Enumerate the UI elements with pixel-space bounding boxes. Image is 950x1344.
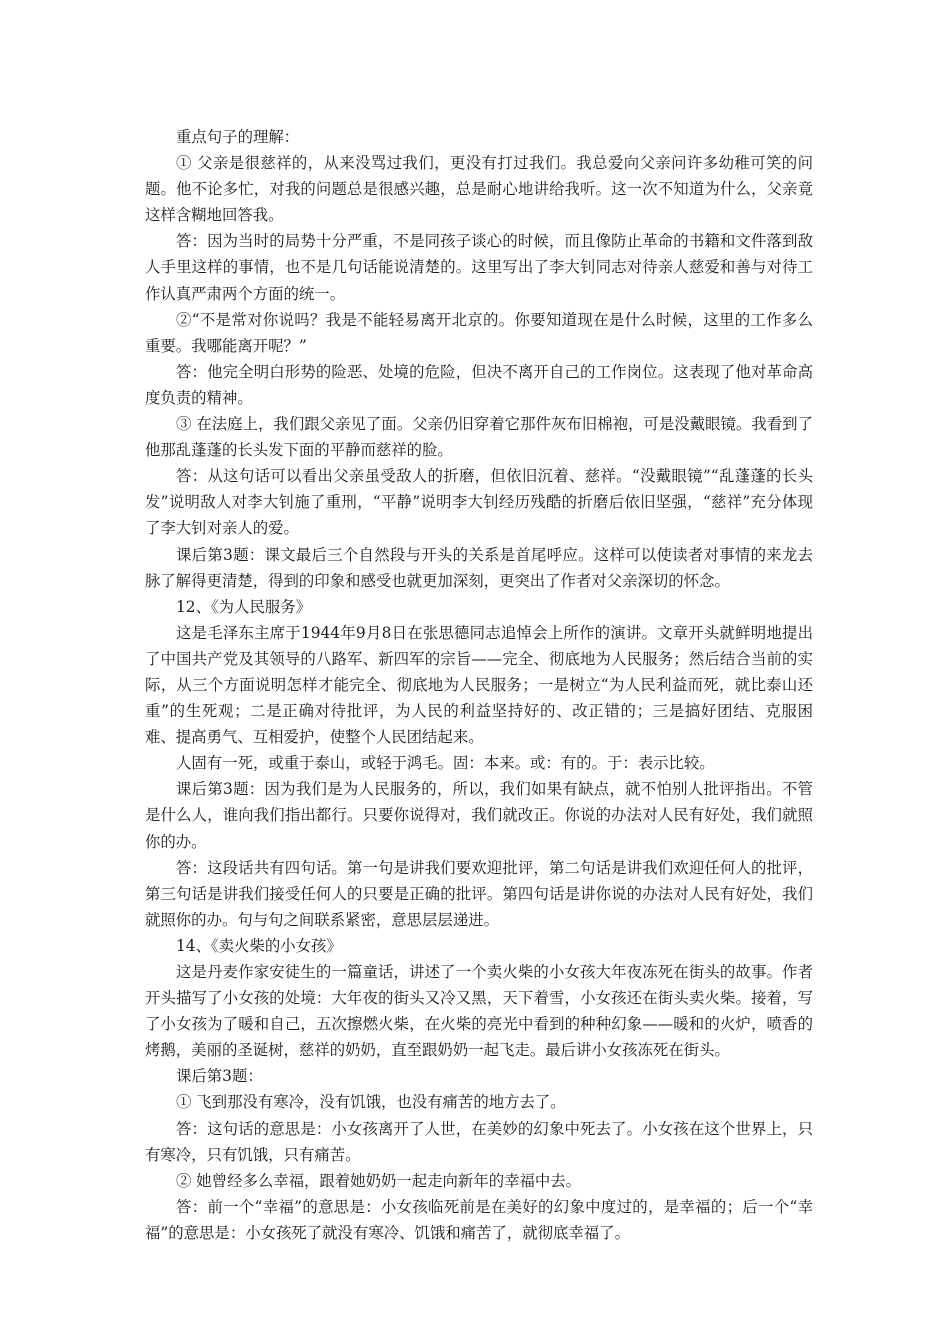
exercise-paragraph: 课后第3题：课文最后三个自然段与开头的关系是首尾呼应。这样可以使读者对事情的来龙去脉了解得更清楚，得到的印象和感受也就更加深刻，更突出了作者对父亲深切的怀念。	[145, 545, 813, 590]
summary-paragraph: 这是毛泽东主席于1944年9月8日在张思德同志追悼会上所作的演讲。文章开头就鲜明地提出了中国共产党及其领导的八路军、新四军的宗旨——完全、彻底地为人民服务；然后结合当前的实际，从三个方面说明怎样才能完全、彻底地为人民服务；一是树立“为人民利益而死，就比泰山还重”的生死观；二是正确对待批评，为人民的利益坚持好的、改正错的；三是搞好团结、克服困难、提高勇气、互相爱护，使整个人民团结起来。	[145, 623, 813, 747]
lesson-title: 12、《为人民服务》	[176, 597, 312, 616]
exercise-paragraph: 课后第3题：因为我们是为人民服务的，所以，我们如果有缺点，就不怕别人批评指出。不管是什么人，谁向我们指出都行。只要你说得对，我们就改正。你说的办法对人民有好处，我们就照你的办。	[145, 780, 813, 851]
answer-paragraph: 答：从这句话可以看出父亲虽受敌人的折磨，但依旧沉着、慈祥。“没戴眼镜”“乱蓬蓬的长头发”说明敌人对李大钊施了重刑，“平静”说明李大钊经历残酷的折磨后依旧坚强，“慈祥”充分体现了李大钊对亲人的爱。	[145, 467, 813, 538]
quote-paragraph: ②“不是常对你说吗？我是不能轻易离开北京的。你要知道现在是什么时候，这里的工作多么重要。我哪能离开呢？”	[145, 310, 813, 355]
summary-paragraph: 这是丹麦作家安徒生的一篇童话，讲述了一个卖火柴的小女孩大年夜冻死在街头的故事。作者开头描写了小女孩的处境：大年夜的街头又冷又黑，天下着雪，小女孩还在街头卖火柴。接着，写了小女孩为了暖和自己，五次擦燃火柴，在火柴的亮光中看到的种种幻象——暖和的火炉，喷香的烤鹅，美丽的圣诞树，慈祥的奶奶，直至跟奶奶一起飞走。最后讲小女孩冻死在街头。	[145, 963, 813, 1060]
quote-paragraph: ① 飞到那没有寒冷，没有饥饿，也没有痛苦的地方去了。	[176, 1093, 566, 1112]
answer-paragraph: 答：这句话的意思是：小女孩离开了人世，在美妙的幻象中死去了。小女孩在这个世界上，只有寒冷，只有饥饿，只有痛苦。	[145, 1119, 813, 1164]
quote-paragraph: ① 父亲是很慈祥的，从来没骂过我们，更没有打过我们。我总爱向父亲问许多幼稚可笑的问题。他不论多忙，对我的问题总是很感兴趣，总是耐心地讲给我听。这一次不知道为什么，父亲竟这样含糊地回答我。	[145, 154, 813, 225]
document-page	[145, 124, 813, 1246]
exercise-heading: 课后第3题：	[176, 1067, 263, 1086]
answer-paragraph: 答：他完全明白形势的险恶、处境的危险，但决不离开自己的工作岗位。这表现了他对革命高度负责的精神。	[145, 362, 813, 407]
quote-paragraph: ③ 在法庭上，我们跟父亲见了面。父亲仍旧穿着它那件灰布旧棉袍，可是没戴眼镜。我看到了他那乱蓬蓬的长头发下面的平静而慈祥的脸。	[145, 415, 813, 460]
answer-paragraph: 答：因为当时的局势十分严重，不是同孩子谈心的时候，而且像防止革命的书籍和文件落到敌人手里这样的事情，也不是几句话能说清楚的。这里写出了李大钊同志对待亲人慈爱和善与对待工作认真严肃两个方面的统一。	[145, 232, 813, 303]
answer-paragraph: 答：前一个“幸福”的意思是：小女孩临死前是在美好的幻象中度过的，是幸福的；后一个“幸福”的意思是：小女孩死了就没有寒冷、饥饿和痛苦了，就彻底幸福了。	[145, 1197, 813, 1242]
section-heading: 重点句子的理解：	[176, 128, 300, 146]
lesson-title: 14、《卖火柴的小女孩》	[176, 936, 342, 955]
quote-paragraph: ② 她曾经多么幸福，跟着她奶奶一起走向新年的幸福中去。	[176, 1171, 582, 1190]
answer-paragraph: 答：这段话共有四句话。第一句是讲我们要欢迎批评，第二句话是讲我们欢迎任何人的批评，第三句话是讲我们接受任何人的只要是正确的批评。第四句话是讲你说的办法对人民有好处，我们就照你的办。句与句之间联系紧密，意思层层递进。	[145, 858, 813, 929]
explanation-paragraph: 人固有一死，或重于泰山，或轻于鸿毛。固：本来。或：有的。于：表示比较。	[176, 754, 715, 773]
